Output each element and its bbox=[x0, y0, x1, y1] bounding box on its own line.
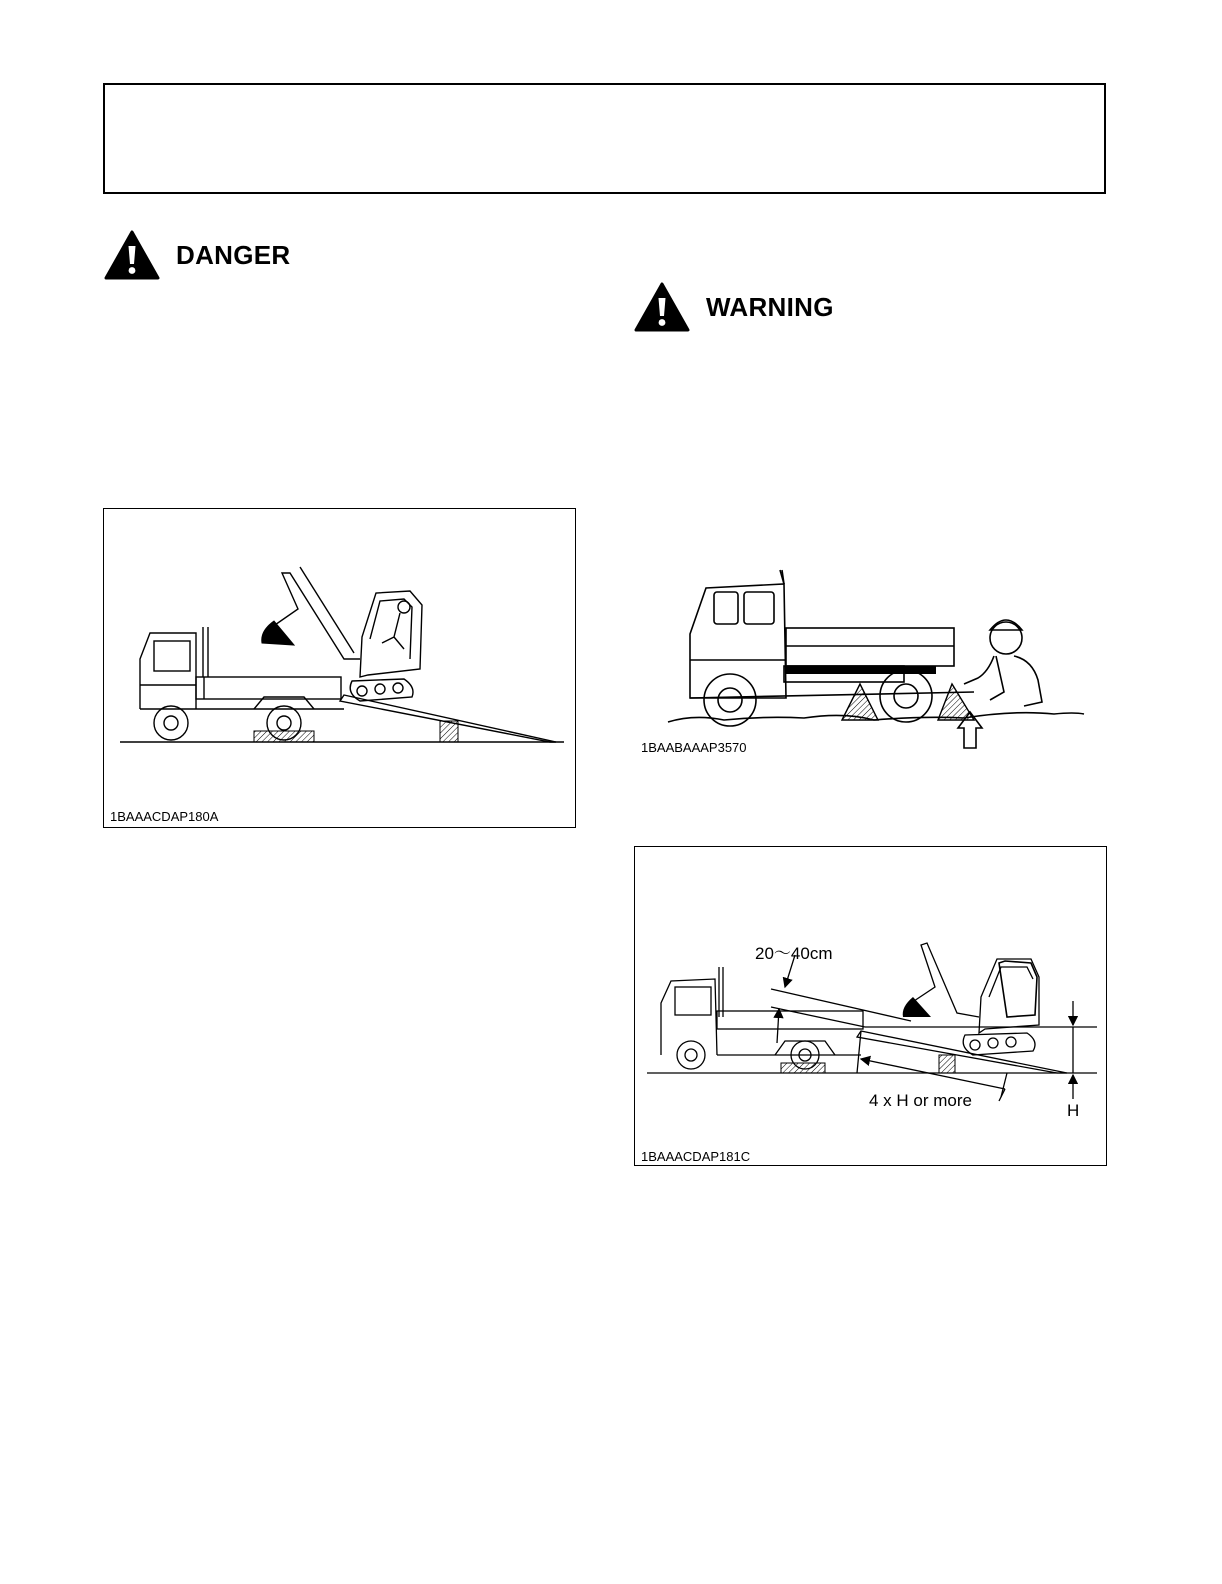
height-dimension-label: H bbox=[1067, 1101, 1080, 1120]
danger-label: DANGER bbox=[176, 239, 291, 270]
warning-triangle-icon bbox=[634, 282, 690, 332]
warning-triangle-icon bbox=[104, 230, 160, 280]
figure-loading-ramp bbox=[103, 508, 576, 828]
gap-dimension-label: 20～40cm bbox=[755, 944, 833, 963]
danger-heading bbox=[104, 230, 290, 280]
warning-label: WARNING bbox=[706, 291, 834, 322]
length-dimension-label: 4 x H or more bbox=[869, 1091, 972, 1110]
figure-code: 1BAABAAAP3570 bbox=[641, 740, 747, 755]
figure-code: 1BAAACDAP181C bbox=[641, 1149, 751, 1164]
figure-code: 1BAAACDAP180A bbox=[110, 809, 219, 824]
wheel-chocks-illustration bbox=[634, 560, 1094, 760]
loading-ramp-illustration bbox=[104, 509, 577, 829]
header-box bbox=[103, 83, 1106, 194]
figure-ramp-dimensions bbox=[634, 846, 1107, 1166]
warning-heading bbox=[634, 282, 834, 332]
ramp-dimensions-illustration bbox=[635, 847, 1108, 1167]
figure-wheel-chocks bbox=[634, 560, 1094, 760]
